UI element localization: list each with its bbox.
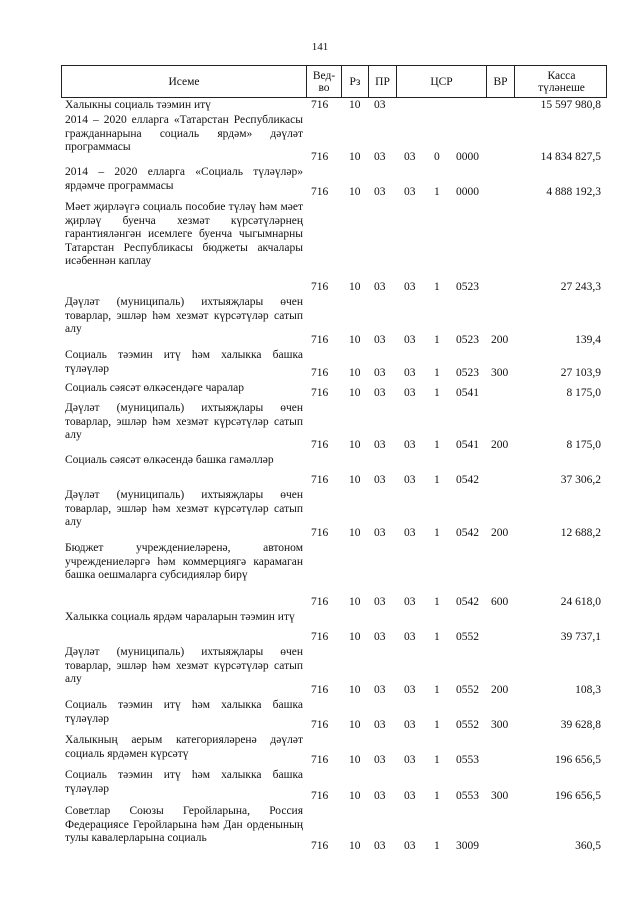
row-name: Халыкның аерым категорияләренә дәүләт социаль ярдәмен күрсәтү	[65, 734, 303, 760]
row-name: Советлар Союзы Геройларына, Россия Федерациясе Геройларына һәм Дан орденының тулы кавалерларына социаль	[65, 805, 303, 845]
row-csr-1: 03	[404, 439, 416, 451]
row-rz: 10	[349, 281, 361, 293]
row-kassa: 12 688,2	[560, 527, 601, 539]
row-csr-1: 03	[404, 281, 416, 293]
row-pr: 03	[374, 527, 386, 539]
table-row	[61, 381, 607, 401]
row-rz: 10	[349, 840, 361, 852]
row-csr-3: 0000	[456, 186, 479, 198]
row-pr: 03	[374, 684, 386, 696]
row-vedo: 716	[311, 754, 329, 766]
row-rz: 10	[349, 790, 361, 802]
row-csr-2: 1	[434, 596, 440, 608]
row-vr: 200	[491, 527, 509, 539]
row-csr-1: 03	[404, 754, 416, 766]
table-row	[61, 295, 607, 348]
table-row	[61, 488, 607, 541]
row-csr-3: 0523	[456, 281, 479, 293]
row-pr: 03	[374, 387, 386, 399]
row-kassa: 108,3	[575, 684, 601, 696]
row-csr-2: 1	[434, 754, 440, 766]
row-vedo: 716	[311, 99, 329, 111]
row-csr-3: 0553	[456, 754, 479, 766]
header-kassa-line2: түләнеше	[538, 81, 585, 94]
row-kassa: 24 618,0	[560, 596, 601, 608]
row-csr-1: 03	[404, 474, 416, 486]
row-csr-1: 03	[404, 596, 416, 608]
row-pr: 03	[374, 367, 386, 379]
row-kassa: 360,5	[575, 840, 601, 852]
table-row	[61, 804, 607, 854]
row-csr-2: 1	[434, 387, 440, 399]
row-pr: 03	[374, 439, 386, 451]
row-kassa: 8 175,0	[566, 439, 601, 451]
row-name: Социаль тәэмин итү һәм халыкка башка түләүләр	[65, 699, 303, 725]
row-kassa: 15 597 980,8	[540, 99, 601, 111]
row-kassa: 139,4	[575, 334, 601, 346]
header-pr: ПР	[369, 66, 397, 97]
row-kassa: 196 656,5	[555, 754, 601, 766]
table-row	[61, 733, 607, 768]
row-rz: 10	[349, 334, 361, 346]
row-csr-1: 03	[404, 387, 416, 399]
row-csr-3: 3009	[456, 840, 479, 852]
row-name: Социаль тәэмин итү һәм халыкка башка түләүләр	[65, 769, 303, 795]
row-csr-3: 0542	[456, 527, 479, 539]
row-csr-2: 1	[434, 719, 440, 731]
row-vr: 200	[491, 439, 509, 451]
row-kassa: 27 243,3	[560, 281, 601, 293]
row-csr-2: 1	[434, 474, 440, 486]
table-row	[61, 768, 607, 804]
row-rz: 10	[349, 719, 361, 731]
row-csr-3: 0552	[456, 684, 479, 696]
row-csr-2: 1	[434, 790, 440, 802]
row-name: Мәет җирләүгә социаль пособие түләү һәм мәет җирләү буенча хезмәт күрсәтүләрнең гарантияләнгән исемлеге буенча чыгымнарны Татарстан Республикасы бюджеты акчалары исәбеннән каплау	[65, 201, 303, 268]
row-rz: 10	[349, 596, 361, 608]
row-vr: 200	[491, 684, 509, 696]
row-rz: 10	[349, 387, 361, 399]
table-row	[61, 113, 607, 165]
row-kassa: 8 175,0	[566, 387, 601, 399]
row-csr-2: 1	[434, 439, 440, 451]
row-pr: 03	[374, 186, 386, 198]
row-rz: 10	[349, 474, 361, 486]
table-header	[61, 65, 607, 98]
row-name: Социаль сәясәт өлкәсендә башка гамәлләр	[65, 454, 274, 466]
row-vedo: 716	[311, 186, 329, 198]
row-csr-2: 1	[434, 367, 440, 379]
row-vedo: 716	[311, 151, 329, 163]
row-csr-3: 0523	[456, 334, 479, 346]
row-csr-3: 0542	[456, 474, 479, 486]
row-pr: 03	[374, 474, 386, 486]
row-name: Бюджет учреждениеләренә, автоном учреждениеләргә һәм коммерциягә карамаган башка оешмаларга субсидияләр бирү	[65, 542, 303, 582]
row-name: Социаль тәэмин итү һәм халыкка башка түләүләр	[65, 349, 303, 375]
row-name: Дәүләт (муниципаль) ихтыяҗлары өчен товарлар, эшләр һәм хезмәт күрсәтүләр сатып алу	[65, 646, 303, 686]
table-row	[61, 645, 607, 698]
row-vedo: 716	[311, 790, 329, 802]
row-pr: 03	[374, 151, 386, 163]
row-csr-1: 03	[404, 367, 416, 379]
row-csr-3: 0542	[456, 596, 479, 608]
header-kassa-line1: Касса	[547, 69, 576, 82]
row-rz: 10	[349, 527, 361, 539]
row-pr: 03	[374, 596, 386, 608]
row-kassa: 196 656,5	[555, 790, 601, 802]
row-kassa: 39 628,8	[560, 719, 601, 731]
row-kassa: 14 834 827,5	[540, 151, 601, 163]
table-row	[61, 541, 607, 610]
row-csr-1: 03	[404, 151, 416, 163]
row-name: Халыкны социаль тәэмин итү	[65, 99, 211, 111]
row-rz: 10	[349, 754, 361, 766]
row-csr-2: 1	[434, 281, 440, 293]
row-vr: 300	[491, 790, 509, 802]
row-vr: 200	[491, 334, 509, 346]
row-name: 2014 – 2020 елларга «Социаль түләүләр» ярдәмче программасы	[65, 166, 303, 192]
row-csr-3: 0553	[456, 790, 479, 802]
header-vedo-line2: во	[318, 81, 330, 94]
row-vedo: 716	[311, 631, 329, 643]
table-row	[61, 610, 607, 645]
row-csr-2: 1	[434, 631, 440, 643]
row-rz: 10	[349, 99, 361, 111]
row-csr-3: 0523	[456, 367, 479, 379]
row-kassa: 27 103,9	[560, 367, 601, 379]
row-vedo: 716	[311, 684, 329, 696]
table-row	[61, 401, 607, 453]
page-number: 141	[311, 41, 329, 53]
row-vedo: 716	[311, 596, 329, 608]
table-row	[61, 348, 607, 381]
row-csr-2: 1	[434, 527, 440, 539]
row-csr-3: 0000	[456, 151, 479, 163]
row-csr-3: 0541	[456, 439, 479, 451]
row-pr: 03	[374, 99, 386, 111]
row-csr-1: 03	[404, 840, 416, 852]
row-csr-3: 0552	[456, 631, 479, 643]
row-vedo: 716	[311, 439, 329, 451]
row-name: Халыкка социаль ярдәм чараларын тәэмин итү	[65, 611, 295, 623]
header-name: Исеме	[62, 66, 307, 97]
row-csr-1: 03	[404, 684, 416, 696]
row-csr-1: 03	[404, 186, 416, 198]
row-csr-3: 0552	[456, 719, 479, 731]
row-csr-2: 0	[434, 151, 440, 163]
row-csr-2: 1	[434, 840, 440, 852]
row-csr-1: 03	[404, 719, 416, 731]
row-pr: 03	[374, 334, 386, 346]
row-pr: 03	[374, 631, 386, 643]
table-row	[61, 200, 607, 295]
row-csr-2: 1	[434, 334, 440, 346]
row-csr-2: 1	[434, 684, 440, 696]
row-rz: 10	[349, 684, 361, 696]
row-kassa: 39 737,1	[560, 631, 601, 643]
row-name: Социаль сәясәт өлкәсендәге чаралар	[65, 382, 245, 394]
row-vedo: 716	[311, 527, 329, 539]
row-vr: 600	[491, 596, 509, 608]
row-name: Дәүләт (муниципаль) ихтыяҗлары өчен товарлар, эшләр һәм хезмәт күрсәтүләр сатып алу	[65, 402, 303, 442]
table-row	[61, 98, 607, 113]
row-csr-1: 03	[404, 527, 416, 539]
row-rz: 10	[349, 439, 361, 451]
header-csr: ЦСР	[397, 66, 487, 97]
row-pr: 03	[374, 719, 386, 731]
row-pr: 03	[374, 840, 386, 852]
row-vedo: 716	[311, 840, 329, 852]
row-csr-2: 1	[434, 186, 440, 198]
row-rz: 10	[349, 186, 361, 198]
row-rz: 10	[349, 367, 361, 379]
row-vedo: 716	[311, 281, 329, 293]
table-row	[61, 165, 607, 200]
row-vedo: 716	[311, 334, 329, 346]
header-vr: ВР	[487, 66, 515, 97]
row-csr-3: 0541	[456, 387, 479, 399]
row-vedo: 716	[311, 367, 329, 379]
row-vedo: 716	[311, 387, 329, 399]
table-row	[61, 698, 607, 733]
header-vedo	[307, 66, 342, 97]
row-kassa: 37 306,2	[560, 474, 601, 486]
row-csr-1: 03	[404, 790, 416, 802]
header-kassa	[515, 66, 608, 97]
row-vr: 300	[491, 367, 509, 379]
row-pr: 03	[374, 790, 386, 802]
row-name: 2014 – 2020 елларга «Татарстан Республикасы гражданнарына социаль ярдәм» дәүләт программасы	[65, 114, 303, 154]
row-kassa: 4 888 192,3	[546, 186, 601, 198]
row-rz: 10	[349, 151, 361, 163]
table-body	[61, 98, 607, 854]
row-csr-1: 03	[404, 334, 416, 346]
row-name: Дәүләт (муниципаль) ихтыяҗлары өчен товарлар, эшләр һәм хезмәт күрсәтүләр сатып алу	[65, 489, 303, 529]
row-vedo: 716	[311, 474, 329, 486]
row-vedo: 716	[311, 719, 329, 731]
row-rz: 10	[349, 631, 361, 643]
table-row	[61, 453, 607, 488]
header-vedo-line1: Вед-	[312, 69, 336, 82]
row-csr-1: 03	[404, 631, 416, 643]
row-pr: 03	[374, 754, 386, 766]
header-rz: Рз	[342, 66, 369, 97]
row-name: Дәүләт (муниципаль) ихтыяҗлары өчен товарлар, эшләр һәм хезмәт күрсәтүләр сатып алу	[65, 296, 303, 336]
row-vr: 300	[491, 719, 509, 731]
row-pr: 03	[374, 281, 386, 293]
